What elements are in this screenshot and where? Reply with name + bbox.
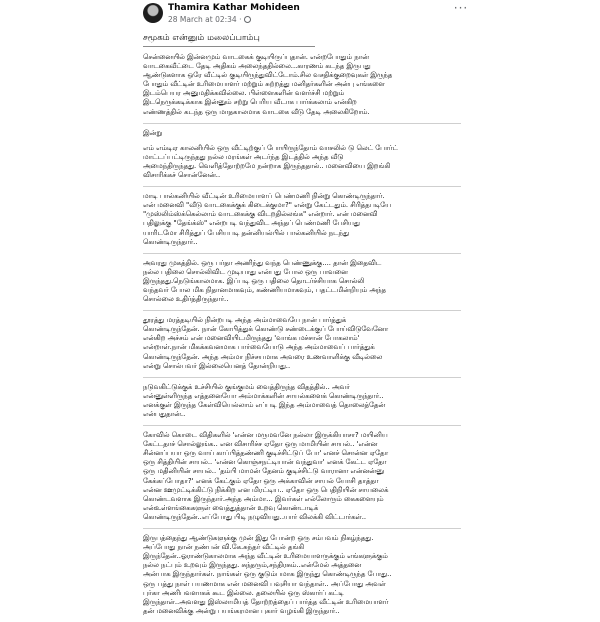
paragraph-line: வாடகைவீட்டை தேடி அதிகம் அலைந்ததில்லை...காரணம் கடந்த இருபது: [143, 62, 371, 71]
paragraph-line: இருந்தாள்..அவளது இஸ்லாமியத் தோற்றத்தைப் பார்த்த வீட்டின் உரிமையாளர்: [143, 597, 389, 606]
paragraph-line: நல்ல நட்பும் உறவும் இருந்தது. சுந்தரும்,சந்திரசும்..என்மேல் அத்தனை: [143, 561, 362, 570]
post-timestamp[interactable]: 28 March at 02:34 ·: [168, 15, 251, 24]
paragraph-separator: [143, 310, 461, 311]
paragraph-line: ஒரு பத்து நாள் பயணமாக என் மனைவி பவுசியா வந்தாள்.. அப்போது அவள்: [143, 579, 386, 588]
paragraph-line: இன்று: [143, 128, 163, 137]
post-paragraph: [143, 431, 463, 522]
paragraph-separator: [143, 528, 461, 529]
paragraph-line: இடம்பெயர அனுமதிக்கவில்லை. பிள்ளைகளின் வளர்ச்சி மற்றும்: [143, 89, 345, 98]
paragraph-line: புர்கா அணிபவளாகக் கூட இல்லை. தலையில் ஒரு ஸ்கார்ப் கட்டி: [143, 588, 344, 597]
paragraph-line: தன் மனைவிக்கு அன்று பயங்கரமான புகார் வழங்கி இருந்தார்..: [143, 606, 340, 615]
avatar[interactable]: [143, 3, 163, 23]
post-paragraph: [143, 534, 463, 616]
paragraph-separator: [143, 253, 461, 254]
paragraph-line: இருபத்தைந்து ஆண்டுகளுக்கு முன் இது போன்ற ஒரு சம்பவம் நிகழ்ந்தது.: [143, 534, 374, 543]
title-underline: [143, 46, 315, 47]
paragraph-line: கொண்டிருந்தார்..: [143, 237, 198, 246]
post-paragraph: [143, 383, 463, 419]
paragraph-line: சென்னையில் இன்னமும் வாடகைக் குடியிருப்புதான். என்றபோதும் நான்: [143, 53, 369, 61]
globe-icon: [244, 16, 251, 23]
paragraph-line: என் மனைவி "வீடு வாடகைக்குக் கிடைக்குமா?" என்று கேட்டதும். சிரித்தபடியே: [143, 201, 392, 210]
paragraph-line: விசாரிக்கச் சொன்னேன்..: [143, 171, 221, 180]
paragraph-line: என்பதுதான்..: [143, 410, 186, 418]
paragraph-line: ஒரு சித்தியின் சாயல்.. 'என்ன கொஞ்சநட்டியான் வந்துவா' எனக் கேட்ட ஏதோ: [143, 458, 387, 467]
post-paragraph: [143, 259, 463, 304]
paragraph-line: "முஸ்லிம்ஸ்க்கெல்லாம் வாடகைக்கு விடறதில்லங்க" என்றார். என் மனைவி: [143, 210, 378, 219]
paragraph-line: கொண்டிருந்தேன்..எப்போது பிடி நழுவியது..யார் விலக்கி விட்டார்கள்..: [143, 512, 367, 521]
paragraph-line: அப்போது நான் நண்பன் வி.கே.சுந்தர் வீட்டில் தங்கி: [143, 543, 305, 552]
paragraph-line: நல்ல பதிலை சொல்லிவிட முடியாது என்பது போல ஒரு பாவனை: [143, 267, 348, 276]
paragraph-line: போதும் வீட்டின் உரிமையாளர் மற்றும் சுற்றத்து மனிதர்களின் அன்பு எங்களை: [143, 80, 385, 89]
paragraph-line: யாரிடமோ சிரித்துப் பேசியபடி தன்னியல்பில் பால்கனியில் நடந்து: [143, 228, 350, 237]
paragraph-line: வந்தவர் போல மிக நிதானமாகவும், கண்ணியமாகவும், பதட்டமின்றியும் அந்த: [143, 285, 386, 294]
paragraph-line: அன்பாக இருந்தார்கள். நாங்கள் ஒரு குடும்பமாக இருந்து கொண்டிருந்த போது..: [143, 570, 392, 579]
paragraph-line: சின்னப்பயா ஒரு வாய் காப்பித்தண்ணி குடிச்சிட்டுப் போ' எனச் சொன்ன ஏதோ: [143, 449, 389, 458]
paragraph-line: கொண்டிருந்தேன். நான் கோபித்துக் கொண்டு சண்டைக்குப் போய்விடுவேனோ: [143, 325, 389, 334]
paragraph-line: எம் எம்டிஏ காலனியில் ஒரு வீட்டிற்குப் போயிருந்தோம் வாசலில் டு லெட் போர்ட்: [143, 143, 398, 152]
paragraph-line: மாட்டப்பட்டிருந்தது நல்ல மரங்கள் அடர்ந்த இடத்தில் அந்த வீடு: [143, 152, 344, 161]
post-body: [143, 32, 463, 622]
paragraph-line: இடநெருக்கடிக்காக இன்னும் சற்று பெரிய வீடாக பார்க்கலாம் என்கிற: [143, 98, 357, 107]
paragraph-line: ஒரு மதினியின் சாயல்.. 'தம்பி மாமன் தேனம் குடிச்சிட்டு வாரானா என்னன்னு: [143, 467, 384, 476]
paragraph-line: கொண்டவளாக இருந்தார்.அந்த அம்மா... இவர்கள் எல்லோரும் கைகளையும்: [143, 494, 384, 503]
paragraph-line: அவரது முகத்தில். ஒரு பர்தா அணிந்து வந்த பெண்ணுக்கு.... தான் இதைவிட: [143, 258, 382, 267]
paragraph-line: எண்ணத்தில் கடந்த ஒரு மாதகாலமாக வாடகை வீடு தேடி அலைகிறோம்.: [143, 107, 370, 116]
paragraph-line: என்கிற அச்சம் என் மனைவியிடமிருந்தது 'வாங்க மச்சான் போகலாம்': [143, 334, 360, 343]
paragraph-line: என்று சொல்பவர் இல்லையெனத் தோன்றியது..: [143, 361, 291, 370]
paragraph-separator: [143, 123, 461, 124]
paragraph-line: எனக்குள் இருந்த கேள்வியெல்லாம் எப்படி இந்த அம்மாவைத் தொலைத்தேன்: [143, 400, 386, 409]
paragraph-separator: [143, 186, 461, 187]
paragraph-line: என்ன ஊமுட்டிக்கிட்டு நிக்கிற என மிரட்டிய.. ஏதோ ஒரு பெதிநியின் சாயலைக்: [143, 485, 389, 494]
paragraph-line: சொல்லை உதிர்த்திருந்தார்..: [143, 295, 229, 304]
paragraph-line: கேட்டதாச் சொல்லுங்க.. என விசாரிச்ச ஏதோ ஒரு மாமியின் சாயல்.. 'என்ன: [143, 440, 378, 449]
paragraph-line: அமைந்திருந்தது. வெளித்தோற்றமே நன்றாக இருந்ததால்.. மனைவியை இறங்கி: [143, 161, 391, 170]
paragraph-line: கொண்டிருந்தேன். அந்த அம்மா நிச்சயமாக அவரை உணவாளிக்கு வீடில்லை: [143, 352, 383, 361]
paragraph-line: நடுவகிட்டுக்குக் உச்சியில் குங்குமம் வைத்திருந்த விதத்தில்.. அவர்: [143, 382, 350, 391]
paragraph-line: மாடி பால்கனியில் வீட்டின் உரிமையாளப் பெண்மணி நின்று கொண்டிருந்தார்.: [143, 192, 385, 201]
paragraph-line: கேக்கப்போதா?' எனக் கேட்கும் ஏதோ ஒரு அக்காவின் சாயல் யோசி தாத்தா: [143, 476, 379, 485]
post-header: [143, 2, 463, 28]
more-options-button[interactable]: ···: [453, 1, 469, 15]
paragraph-line: என்றாள்.நான் மிகக்கவனமாக பார்வையோடு அந்த அம்மாவைப் பார்த்துக்: [143, 343, 375, 352]
post-paragraph: [143, 144, 463, 180]
paragraph-line: பதிலுக்கு "தேங்க்ஸ்" என்றபடி வந்துவிட அந்தப் பெண்மணி பேசியது: [143, 219, 360, 228]
paragraph-separator: [143, 377, 461, 378]
paragraph-line: தூரத்து மரத்தடியில் நின்றபடி அந்த அம்மாவையே நான் பார்த்துக்: [143, 316, 347, 325]
paragraph-line: என்உள்ளங்கைகளுள் வைத்துத்தான் உறவு கொண்டாடிக்: [143, 503, 319, 512]
paragraph-line: ஆண்டுகளாக ஒரே வீட்டில் குடியிருந்துவிட்டோம்.சில வசதிக்குறைவுகள் இருந்த: [143, 71, 393, 80]
author-name[interactable]: Thamira Kathar Mohideen: [168, 3, 300, 13]
post-paragraphs: [143, 53, 463, 616]
paragraph-line: இருந்தது.நெடுங்காலமாக. இப்படி ஒரு பதிலை தொடர்ச்சியாக சொல்லி: [143, 276, 365, 285]
post-paragraph: [143, 192, 463, 247]
paragraph-line: இருந்தேன்..ஓராண்டுகாலமாக அந்த வீட்டின் உரிமையாளருக்கும் எங்களுக்கும்: [143, 552, 388, 561]
paragraph-line: என்னுள்ளிருந்த எத்தனையோ அம்மாக்களின் சாயல்களைக் கொண்டிருந்தார்..: [143, 391, 384, 400]
paragraph-line: கோவில் கொடை விதிகளில் 'என்ன மருமவனே நல்லா இருக்கியாசா? மயினிய: [143, 431, 388, 440]
paragraph-separator: [143, 425, 461, 426]
post-paragraph: [143, 316, 463, 371]
post-paragraph: [143, 129, 463, 138]
post-title: சமூகம் என்னும் மலைப்பாம்பு: [143, 33, 260, 43]
post-paragraph: [143, 53, 463, 117]
